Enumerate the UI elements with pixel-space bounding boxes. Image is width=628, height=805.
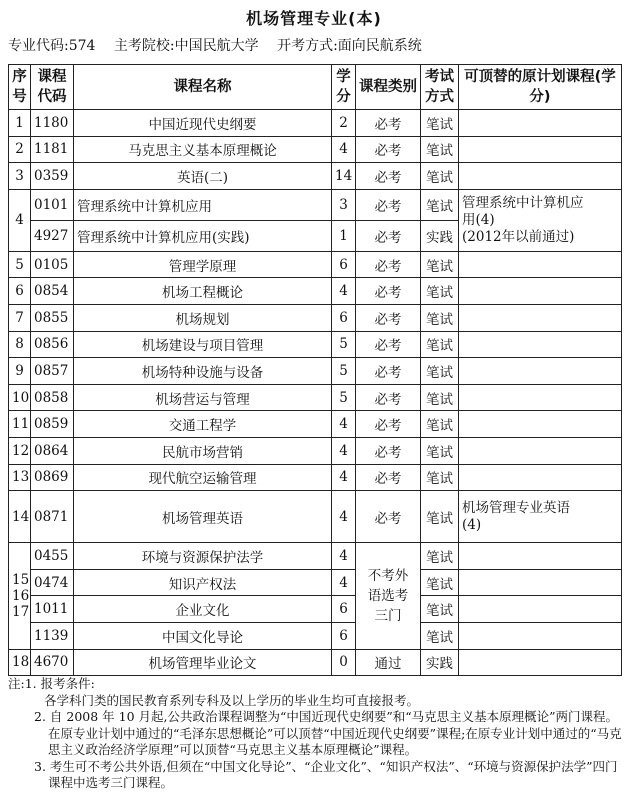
cell-credit: 3 [332,189,356,220]
table-row [9,189,622,220]
cell-credit: 4 [332,437,356,464]
note-1: 各学科门类的国民教育系列专科及以上学历的毕业生均可直接报考。 [44,692,420,708]
cell-name: 交通工程学 [74,411,332,438]
cell-code: 0101 [31,189,74,220]
table-row [9,622,622,649]
cell-replace [459,596,622,623]
cell-name: 管理学原理 [74,251,332,278]
cell-code: 0856 [31,331,74,358]
cell-exam: 笔试 [421,358,459,385]
cell-name: 机场管理毕业论文 [74,649,332,676]
cell-credit: 6 [332,596,356,623]
cell-credit: 4 [332,491,356,543]
replace-line: (4) [462,516,482,533]
cell-code: 0869 [31,464,74,491]
group-type: 不考外 [367,567,409,584]
cell-credit: 4 [332,411,356,438]
cell-exam: 笔试 [421,622,459,649]
cell-credit: 6 [332,251,356,278]
header-type: 课程类别 [356,65,421,110]
group-seq: 15 [12,571,30,588]
cell-credit: 4 [332,464,356,491]
cell-code: 0474 [31,569,74,596]
cell-replace [459,464,622,491]
cell-credit: 0 [332,649,356,676]
cell-type: 必考 [356,163,421,190]
major-meta [8,35,436,55]
cell-credit: 5 [332,331,356,358]
cell-credit: 4 [332,136,356,163]
cell-code: 0864 [31,437,74,464]
cell-name: 民航市场营销 [74,437,332,464]
cell-type: 必考 [356,189,421,220]
table-row [9,278,622,305]
cell-name: 环境与资源保护法学 [74,543,332,570]
cell-seq-group [9,543,31,649]
cell-exam: 笔试 [421,278,459,305]
cell-credit: 1 [332,220,356,251]
cell-seq: 6 [9,278,31,305]
table-row [9,543,622,570]
cell-credit: 6 [332,304,356,331]
exam-school: 主考院校:中国民航大学 [113,38,259,54]
cell-code: 0359 [31,163,74,190]
cell-replace [459,136,622,163]
cell-seq: 11 [9,411,31,438]
cell-type: 必考 [356,491,421,543]
cell-type: 必考 [356,384,421,411]
cell-code: 0859 [31,411,74,438]
cell-exam: 笔试 [421,596,459,623]
cell-type: 必考 [356,331,421,358]
table-row [9,304,622,331]
cell-type: 必考 [356,220,421,251]
cell-name: 机场营运与管理 [74,384,332,411]
cell-credit: 5 [332,358,356,385]
header-credit: 学分 [332,65,356,110]
table-row [9,358,622,385]
cell-replace [459,163,622,190]
cell-exam: 笔试 [421,136,459,163]
cell-code: 0871 [31,491,74,543]
group-seq: 17 [12,603,30,620]
table-row [9,384,622,411]
cell-seq: 2 [9,136,31,163]
cell-exam: 笔试 [421,304,459,331]
cell-code: 0857 [31,358,74,385]
cell-seq: 18 [9,649,31,676]
cell-exam: 笔试 [421,464,459,491]
group-type: 三门 [374,607,402,624]
header-replace: 可顶替的原计划课程(学分) [459,65,622,110]
cell-seq: 8 [9,331,31,358]
course-table [8,64,622,676]
cell-replace [459,278,622,305]
cell-replace [459,358,622,385]
cell-type: 必考 [356,437,421,464]
cell-name: 机场特种设施与设备 [74,358,332,385]
group-seq: 16 [12,587,30,604]
cell-seq: 14 [9,491,31,543]
cell-code: 1180 [31,110,74,137]
table-row [9,411,622,438]
cell-code: 0455 [31,543,74,570]
cell-code: 0854 [31,278,74,305]
cell-credit: 4 [332,543,356,570]
cell-seq: 1 [9,110,31,137]
cell-replace [459,622,622,649]
cell-replace [459,304,622,331]
cell-exam: 笔试 [421,163,459,190]
cell-replace [459,384,622,411]
table-row [9,110,622,137]
cell-seq: 10 [9,384,31,411]
cell-exam: 笔试 [421,189,459,220]
cell-name: 中国近现代史纲要 [74,110,332,137]
cell-code: 0855 [31,304,74,331]
major-code: 专业代码:574 [8,38,96,54]
cell-replace [459,189,622,251]
cell-replace [459,649,622,676]
cell-credit: 6 [332,622,356,649]
cell-seq: 3 [9,163,31,190]
note-3: 3. 考生可不考公共外语,但须在“中国文化导论”、“企业文化”、“知识产权法”、“环境与资源保护法学”四门课程中选考三门课程。 [34,758,618,790]
cell-replace [459,110,622,137]
cell-replace [459,411,622,438]
cell-type-group [356,543,421,649]
cell-replace [459,569,622,596]
replace-line: 管理系统中计算机应 [462,194,584,211]
cell-type: 必考 [356,251,421,278]
table-row [9,136,622,163]
cell-exam: 实践 [421,220,459,251]
cell-replace [459,331,622,358]
cell-code: 0858 [31,384,74,411]
cell-code: 1139 [31,622,74,649]
header-exam: 考试方式 [421,65,459,110]
table-row [9,649,622,676]
replace-line: 机场管理专业英语 [462,499,570,516]
cell-credit: 5 [332,384,356,411]
header-seq: 序号 [9,65,31,110]
cell-exam: 笔试 [421,491,459,543]
header-name: 课程名称 [74,65,332,110]
cell-type: 必考 [356,136,421,163]
footnotes [8,676,623,792]
note-2: 2. 自 2008 年 10 月起,公共政治课程调整为“中国近现代史纲要”和“马克思主义基本原理概论”两门课程。在原专业计划中通过的“毛泽东思想概论”可以顶替“中国近现代史纲要”课程;在原专业计划中通过的“马克思主义政治经济学原理”可以顶替“马克思主义基本原理概论”课程。 [34,709,622,757]
table-header-row [9,65,622,110]
cell-code: 4927 [31,220,74,251]
table-row [9,596,622,623]
cell-seq: 4 [9,189,31,251]
table-row [9,331,622,358]
cell-exam: 笔试 [421,251,459,278]
cell-name: 管理系统中计算机应用 [74,189,332,220]
cell-name: 知识产权法 [74,569,332,596]
cell-credit: 4 [332,569,356,596]
cell-exam: 笔试 [421,569,459,596]
table-row [9,437,622,464]
cell-name: 现代航空运输管理 [74,464,332,491]
cell-exam: 笔试 [421,331,459,358]
cell-replace [459,251,622,278]
exam-mode: 开考方式:面向民航系统 [277,38,422,54]
cell-exam: 笔试 [421,437,459,464]
page-title: 机场管理专业(本) [246,9,382,28]
cell-name: 机场管理英语 [74,491,332,543]
cell-code: 1011 [31,596,74,623]
cell-name: 马克思主义基本原理概论 [74,136,332,163]
cell-name: 机场规划 [74,304,332,331]
cell-name: 机场工程概论 [74,278,332,305]
cell-seq: 7 [9,304,31,331]
cell-seq: 13 [9,464,31,491]
cell-code: 0105 [31,251,74,278]
cell-exam: 实践 [421,649,459,676]
cell-name: 企业文化 [74,596,332,623]
cell-type: 必考 [356,278,421,305]
cell-name: 管理系统中计算机应用(实践) [74,220,332,251]
cell-name: 中国文化导论 [74,622,332,649]
cell-replace [459,491,622,543]
table-row [9,464,622,491]
cell-type: 必考 [356,411,421,438]
table-row [9,163,622,190]
group-type: 语选考 [367,587,409,604]
note-head: 注:1. 报考条件: [8,676,95,691]
cell-credit: 14 [332,163,356,190]
cell-credit: 2 [332,110,356,137]
table-row [9,491,622,543]
cell-type: 必考 [356,358,421,385]
cell-name: 机场建设与项目管理 [74,331,332,358]
cell-seq: 9 [9,358,31,385]
cell-replace [459,437,622,464]
header-code: 课程代码 [31,65,74,110]
cell-seq: 12 [9,437,31,464]
replace-line: 用(4) [462,211,495,228]
cell-type: 通过 [356,649,421,676]
cell-credit: 4 [332,278,356,305]
cell-type: 必考 [356,464,421,491]
cell-exam: 笔试 [421,543,459,570]
cell-type: 必考 [356,110,421,137]
table-row [9,569,622,596]
cell-exam: 笔试 [421,384,459,411]
cell-seq: 5 [9,251,31,278]
replace-line: (2012年以前通过) [462,228,575,245]
cell-type: 必考 [356,304,421,331]
cell-code: 4670 [31,649,74,676]
table-row [9,251,622,278]
cell-exam: 笔试 [421,411,459,438]
cell-name: 英语(二) [74,163,332,190]
cell-code: 1181 [31,136,74,163]
cell-exam: 笔试 [421,110,459,137]
cell-replace [459,543,622,570]
